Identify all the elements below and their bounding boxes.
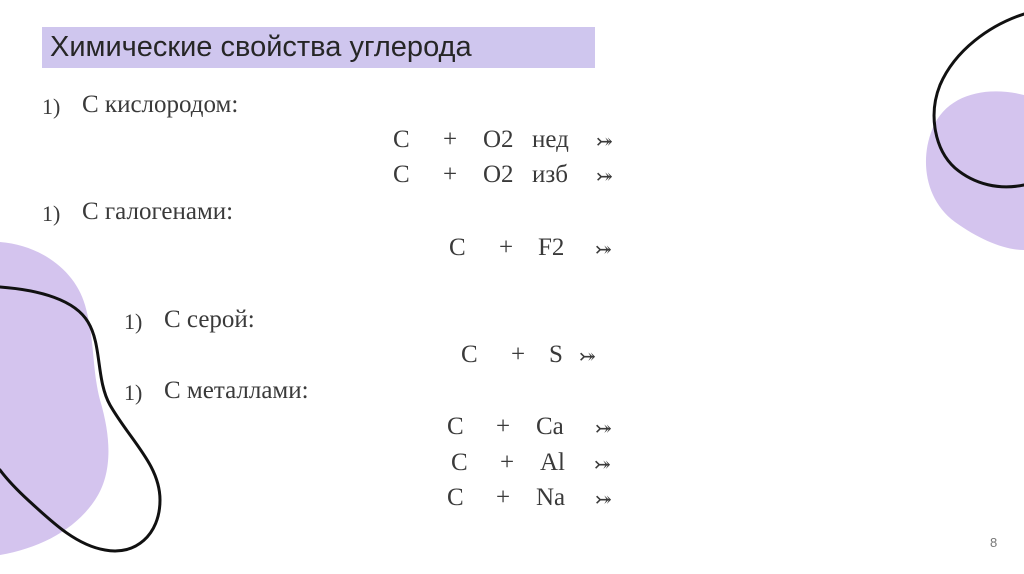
- reaction-reactant-b: F2: [538, 234, 565, 261]
- reaction-reactant-b: Al: [540, 449, 565, 476]
- reaction-arrow-icon: ⤖: [595, 418, 612, 440]
- reaction-reactant-b: О2: [483, 126, 514, 153]
- reaction-arrow-icon: ⤖: [595, 239, 612, 261]
- slide-title: Химические свойства углерода: [50, 31, 472, 63]
- reaction-reactant-a: С: [447, 484, 464, 511]
- section-number: 1): [42, 201, 61, 226]
- reaction-arrow-icon: ⤖: [595, 489, 612, 511]
- reaction-plus: +: [496, 413, 511, 440]
- reaction-reactant-b: О2: [483, 161, 514, 188]
- reaction-plus: +: [443, 161, 458, 188]
- reaction-reactant-b: Na: [536, 484, 566, 511]
- reaction-plus: +: [496, 484, 511, 511]
- section-number: 1): [124, 380, 143, 405]
- section-label-metals: С металлами:: [164, 377, 309, 404]
- reaction-arrow-icon: ⤖: [579, 346, 596, 368]
- reaction-plus: +: [511, 341, 526, 368]
- reaction-reactant-a: С: [393, 161, 410, 188]
- reaction-reactant-b: Ca: [536, 413, 564, 440]
- reaction-reactant-a: С: [451, 449, 468, 476]
- reaction-reactant-b: S: [549, 341, 563, 368]
- reaction-reactant-a: С: [447, 413, 464, 440]
- section-number: 1): [124, 309, 143, 334]
- page-number: 8: [990, 535, 998, 550]
- reaction-plus: +: [499, 234, 514, 261]
- reaction-reactant-a: С: [461, 341, 478, 368]
- reaction-plus: +: [443, 126, 458, 153]
- reaction-reactant-a: С: [393, 126, 410, 153]
- section-label-halogens: С галогенами:: [82, 198, 234, 225]
- reaction-reactant-a: С: [449, 234, 466, 261]
- reaction-condition: нед: [532, 126, 569, 153]
- reaction-arrow-icon: ⤖: [594, 454, 611, 476]
- reaction-condition: изб: [532, 161, 568, 188]
- section-label-sulfur: С серой:: [164, 306, 255, 333]
- right-blob-shape: [926, 91, 1024, 250]
- reaction-arrow-icon: ⤖: [596, 131, 613, 153]
- section-number: 1): [42, 94, 61, 119]
- reaction-arrow-icon: ⤖: [596, 166, 613, 188]
- section-label-oxygen: С кислородом:: [82, 91, 239, 118]
- reaction-plus: +: [500, 449, 515, 476]
